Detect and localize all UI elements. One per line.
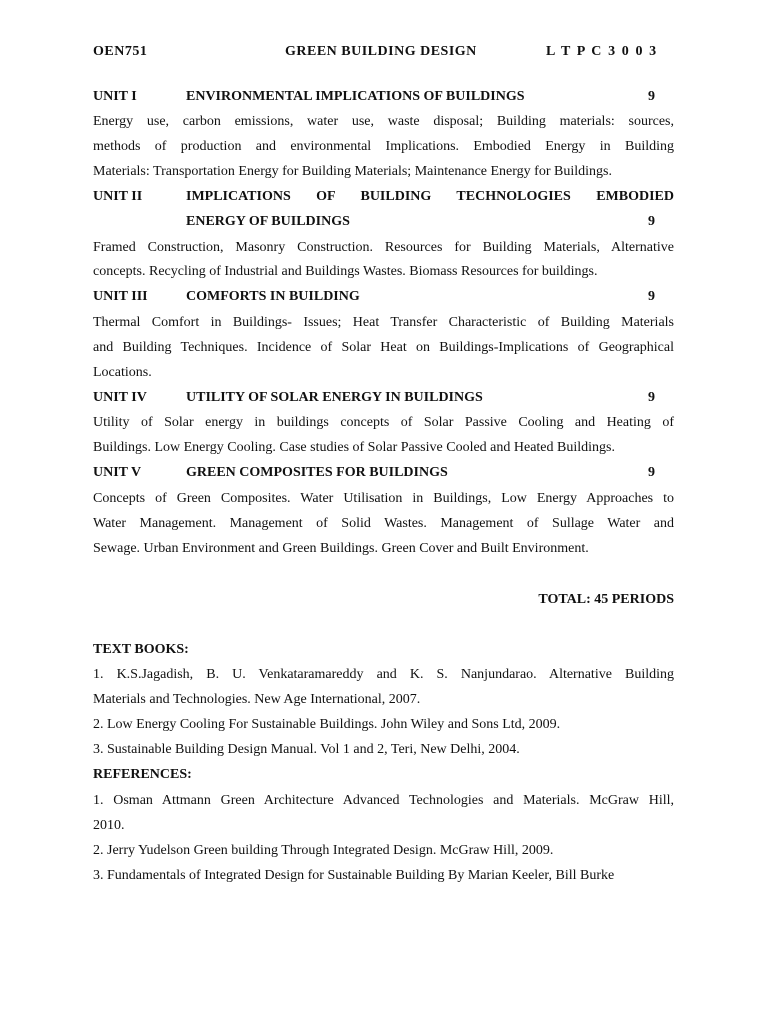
unit-2-hours: 9 [648,214,655,229]
reference-line: 3. Fundamentals of Integrated Design for Sustainable Building By Marian Keeler, Bill Burke [93,868,615,883]
unit-2-title-cont: ENERGY OF BUILDINGS [186,214,350,229]
unit-1-line: Materials: Transportation Energy for Building Materials; Maintenance Energy for Buildings. [93,164,612,179]
unit-3-title: COMFORTS IN BUILDING [186,289,360,304]
course-code: OEN751 [93,44,148,59]
unit-1-line: Energy use, carbon emissions, water use, waste disposal; Building materials: sources, [93,114,674,129]
references-heading: REFERENCES: [93,767,192,782]
unit-5-line: Concepts of Green Composites. Water Utilisation in Buildings, Low Energy Approaches to [93,491,674,506]
unit-4-label: UNIT IV [93,390,147,405]
ltpc-credits: L T P C 3 0 0 3 [546,44,658,59]
unit-5-line: Sewage. Urban Environment and Green Buildings. Green Cover and Built Environment. [93,541,589,556]
unit-4-hours: 9 [648,390,655,405]
unit-5-label: UNIT V [93,465,142,480]
textbooks-heading: TEXT BOOKS: [93,642,189,657]
textbook-line: 1. K.S.Jagadish, B. U. Venkataramareddy and K. S. Nanjundarao. Alternative Building [93,667,674,682]
unit-2-line: Framed Construction, Masonry Construction. Resources for Building Materials, Alternative [93,240,674,255]
unit-2-title: IMPLICATIONS OF BUILDING TECHNOLOGIES EMBODIED [186,189,674,204]
unit-1-title: ENVIRONMENTAL IMPLICATIONS OF BUILDINGS [186,89,525,104]
unit-3-label: UNIT III [93,289,148,304]
textbook-line: 2. Low Energy Cooling For Sustainable Buildings. John Wiley and Sons Ltd, 2009. [93,717,561,732]
unit-4-line: Buildings. Low Energy Cooling. Case studies of Solar Passive Cooled and Heated Buildings. [93,440,615,455]
unit-3-line: Locations. [93,365,152,380]
unit-3-hours: 9 [648,289,655,304]
unit-4-line: Utility of Solar energy in buildings concepts of Solar Passive Cooling and Heating of [93,415,674,430]
unit-5-hours: 9 [648,465,655,480]
reference-line: 2. Jerry Yudelson Green building Through Integrated Design. McGraw Hill, 2009. [93,843,554,858]
unit-3-line: Thermal Comfort in Buildings- Issues; Heat Transfer Characteristic of Building Materials [93,315,674,330]
reference-line: 2010. [93,818,125,833]
total-periods: TOTAL: 45 PERIODS [538,592,674,607]
reference-line: 1. Osman Attmann Green Architecture Advanced Technologies and Materials. McGraw Hill, [93,793,674,808]
unit-5-title: GREEN COMPOSITES FOR BUILDINGS [186,465,448,480]
unit-5-line: Water Management. Management of Solid Wastes. Management of Sullage Water and [93,516,674,531]
unit-1-hours: 9 [648,89,655,104]
unit-2-line: concepts. Recycling of Industrial and Buildings Wastes. Biomass Resources for buildings. [93,264,598,279]
textbook-line: Materials and Technologies. New Age International, 2007. [93,692,421,707]
unit-1-line: methods of production and environmental Implications. Embodied Energy in Building [93,139,674,154]
course-title: GREEN BUILDING DESIGN [285,44,477,59]
textbook-line: 3. Sustainable Building Design Manual. Vol 1 and 2, Teri, New Delhi, 2004. [93,742,520,757]
unit-4-title: UTILITY OF SOLAR ENERGY IN BUILDINGS [186,390,483,405]
unit-1-label: UNIT I [93,89,137,104]
unit-2-label: UNIT II [93,189,143,204]
unit-3-line: and Building Techniques. Incidence of Solar Heat on Buildings-Implications of Geographical [93,340,674,355]
